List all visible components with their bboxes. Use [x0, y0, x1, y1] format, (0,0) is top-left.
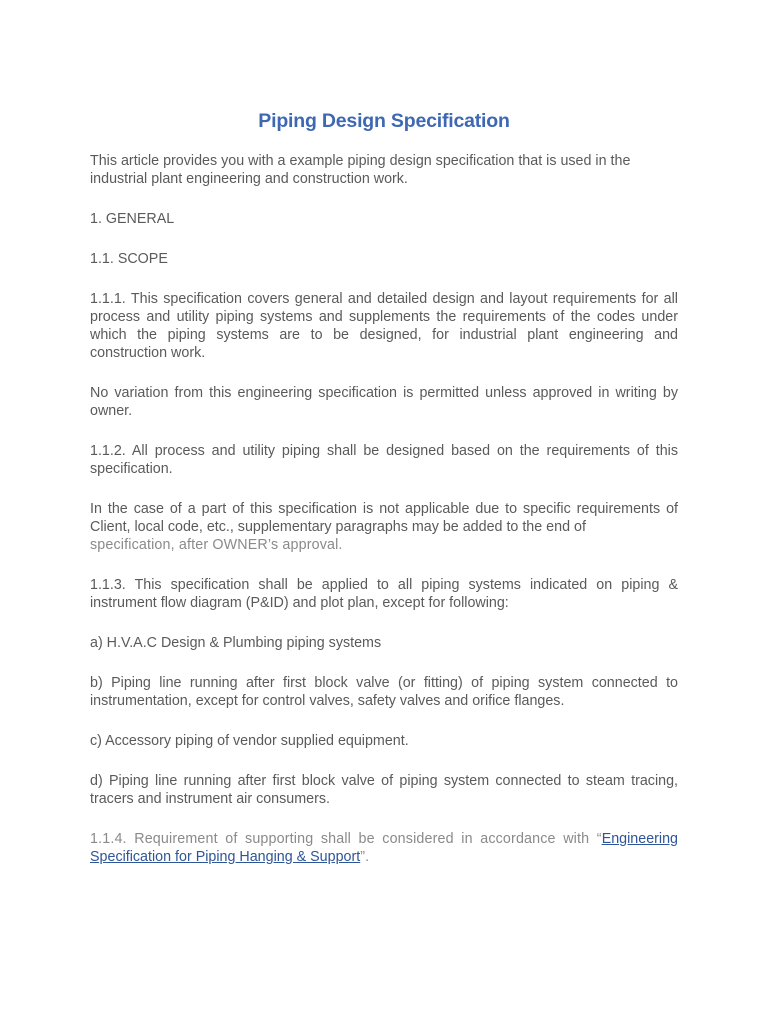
- case-tail: specification, after OWNER’s approval.: [90, 537, 343, 553]
- list-item-a: a) H.V.A.C Design & Plumbing piping systems: [90, 635, 382, 651]
- paragraph-1-1-1: 1.1.1. This specification covers general and detailed design and layout requirements for all process and utility piping systems and supplements the requirements of the codes under which the piping systems are to be designed, for industrial plant engineering and construction work.: [90, 291, 678, 361]
- paragraph-no-variation: No variation from this engineering specification is permitted unless approved in writing by owner.: [90, 385, 678, 419]
- intro-paragraph: This article provides you with a example piping design specification that is used in the industrial plant engineering and construction work.: [90, 153, 631, 187]
- paragraph-case: [90, 500, 678, 554]
- paragraph-1-1-2: 1.1.2. All process and utility piping shall be designed based on the requirements of this specification.: [90, 443, 678, 477]
- p114-prefix: 1.1.4. Requirement of supporting shall be considered in accordance with “: [90, 831, 602, 847]
- p114-suffix: ”.: [360, 849, 370, 865]
- paragraph-1-1-3: 1.1.3. This specification shall be applied to all piping systems indicated on piping & instrument flow diagram (P&ID) and plot plan, except for following:: [90, 577, 678, 611]
- list-item-c: c) Accessory piping of vendor supplied equipment.: [90, 733, 409, 749]
- case-text: In the case of a part of this specification is not applicable due to specific requirements of Client, local code, etc., supplementary paragraphs may be added to the end of: [90, 501, 678, 535]
- document-page: [90, 110, 678, 888]
- support-spec-link[interactable]: Engineering Specification for Piping Hanging & Support: [90, 831, 678, 865]
- document-title: Piping Design Specification: [258, 110, 510, 132]
- heading-general: 1. GENERAL: [90, 211, 175, 227]
- list-item-d: d) Piping line running after first block valve of piping system connected to steam tracing, tracers and instrument air consumers.: [90, 773, 678, 807]
- paragraph-1-1-4: [90, 830, 678, 866]
- list-item-b: b) Piping line running after first block valve (or fitting) of piping system connected to instrumentation, except for control valves, safety valves and orifice flanges.: [90, 675, 678, 709]
- heading-scope: 1.1. SCOPE: [90, 251, 168, 267]
